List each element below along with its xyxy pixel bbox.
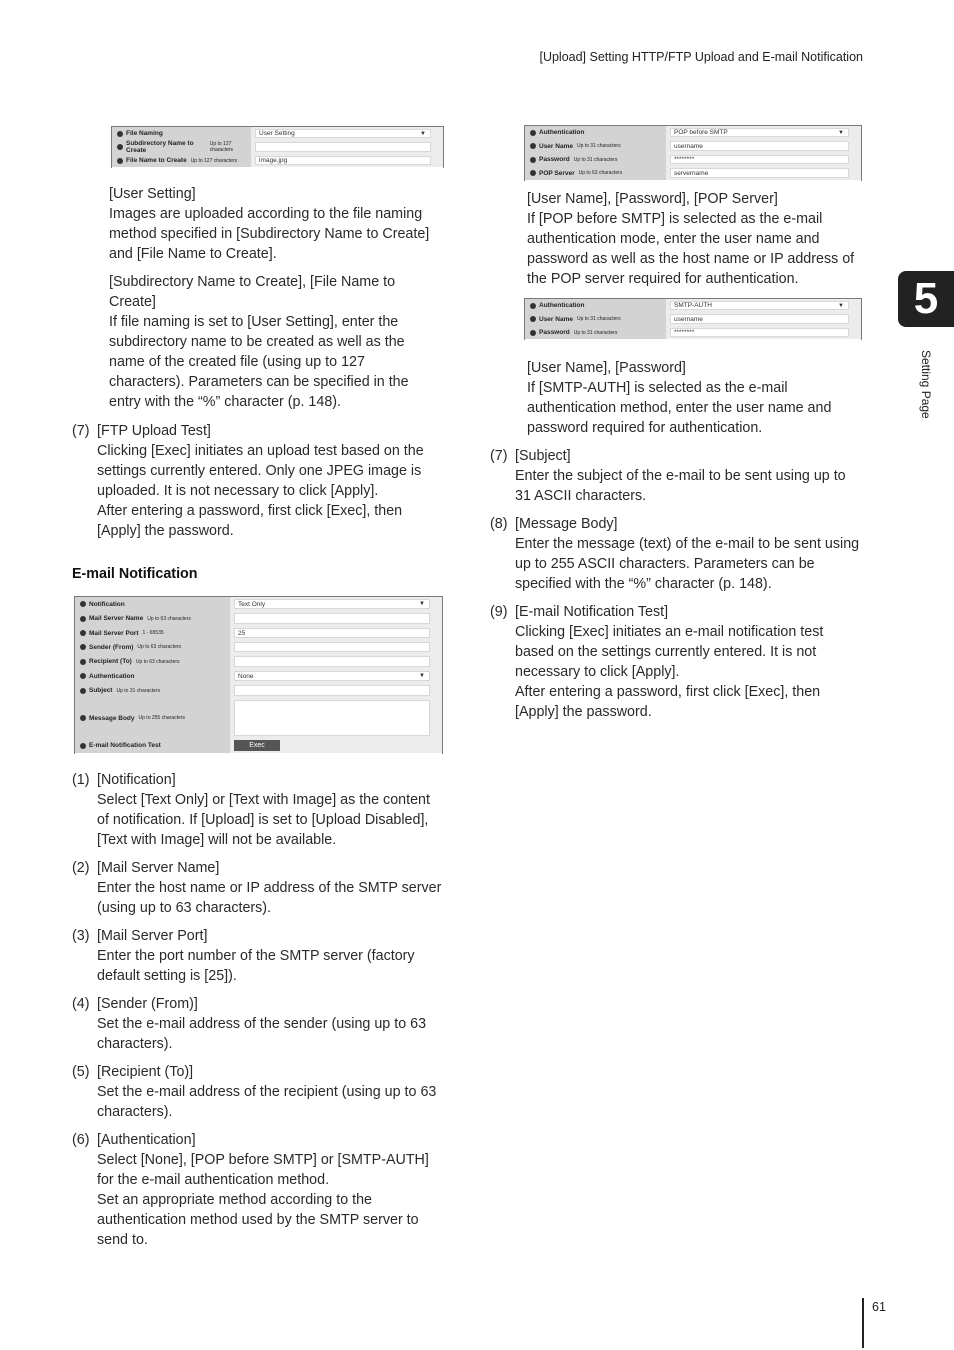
sender-from-input[interactable] [234, 642, 430, 652]
item-title: [Sender (From)] [97, 996, 198, 1012]
item-message-body [490, 514, 859, 594]
row-recipient-to [75, 654, 442, 670]
pop-paragraph [527, 189, 854, 289]
setting-value-area [666, 326, 861, 339]
setting-value-area [230, 738, 442, 753]
info-bullet-icon [530, 143, 536, 149]
row-authentication [525, 299, 861, 313]
smtp-auth-panel [524, 298, 862, 340]
file-naming-panel [111, 126, 444, 168]
setting-hint: Up to 255 characters [138, 715, 185, 721]
item-title: [Notification] [97, 772, 176, 788]
setting-value-area [251, 140, 443, 154]
chapter-side-label: Setting Page [919, 350, 933, 419]
info-bullet-icon [530, 170, 536, 176]
setting-value-area [230, 597, 442, 611]
field-value: ******** [674, 329, 695, 336]
text-line: password required for authentication. [527, 420, 763, 436]
field-value: username [674, 142, 703, 150]
item-mail-server-name [72, 858, 441, 918]
field-value: Text Only [238, 600, 266, 608]
text-line: characters). [97, 1036, 173, 1052]
item-title: [Mail Server Name] [97, 860, 220, 876]
setting-hint: Up to 127 characters [190, 157, 238, 164]
item-title: [FTP Upload Test] [97, 423, 211, 439]
item-number: (7) [490, 448, 508, 464]
field-value: User Setting [259, 130, 295, 137]
text-line: Set the e-mail address of the sender (using up to 63 [97, 1016, 427, 1032]
running-header: [Upload] Setting HTTP/FTP Upload and E-mail Notification [539, 50, 863, 64]
text-line: Create] [109, 294, 156, 310]
setting-hint: Up to 63 characters [137, 644, 182, 650]
item-sender-from [72, 994, 426, 1054]
text-line: If [SMTP-AUTH] is selected as the e-mail [527, 380, 788, 396]
info-bullet-icon [80, 630, 86, 636]
text-line: settings currently entered. Only one JPEG image is [97, 463, 422, 479]
item-title: [Subject] [515, 448, 571, 464]
setting-label [112, 127, 251, 140]
field-value: servername [674, 169, 709, 177]
setting-value-area [251, 127, 443, 140]
setting-label [75, 669, 230, 683]
field-value: username [674, 315, 703, 323]
setting-label [75, 654, 230, 669]
field-value: ******** [674, 156, 695, 163]
setting-name: User Name [539, 315, 573, 323]
item-authentication [72, 1130, 429, 1250]
chevron-down-icon: ▼ [838, 302, 844, 309]
field-value: None [238, 672, 254, 680]
text-line: entry with the “%” character (p. 148). [109, 394, 342, 410]
file-name-to-create-input[interactable] [255, 156, 431, 165]
setting-name: File Name to Create [126, 157, 187, 164]
setting-hint: Up to 31 characters [576, 316, 621, 322]
setting-value-area [230, 683, 442, 698]
info-bullet-icon [530, 316, 536, 322]
setting-value-area [230, 654, 442, 669]
text-line: subdirectory name to be created as well as the [109, 334, 405, 350]
setting-label [525, 153, 666, 166]
subject-input[interactable] [234, 685, 430, 696]
setting-name: Recipient (To) [89, 658, 132, 665]
info-bullet-icon [530, 130, 536, 136]
pop-before-smtp-panel [524, 125, 862, 181]
item-body [515, 534, 859, 594]
row-password [525, 326, 861, 340]
text-line: Images are uploaded according to the file naming [109, 206, 423, 222]
item-title: [Recipient (To)] [97, 1064, 194, 1080]
message-body-input[interactable] [234, 700, 430, 736]
setting-name: User Name [539, 142, 573, 150]
setting-hint: 1 - 65535 [142, 630, 164, 636]
text-line: default setting is [25]). [97, 968, 237, 984]
authentication-select[interactable] [670, 301, 849, 310]
text-line: Select [Text Only] or [Text with Image] as the content [97, 792, 430, 808]
setting-hint: Up to 127 characters [209, 141, 234, 153]
setting-hint: Up to 31 characters [573, 156, 618, 163]
chevron-down-icon: ▼ [838, 129, 844, 136]
item-recipient-to [72, 1062, 436, 1122]
text-line: [Apply] the password. [515, 704, 652, 720]
setting-label [525, 299, 666, 312]
setting-hint: Up to 31 characters [573, 329, 618, 336]
row-authentication [525, 126, 861, 140]
setting-label [112, 154, 251, 167]
setting-value-area [230, 611, 442, 626]
setting-name: Sender (From) [89, 643, 134, 651]
item-e-mail-notification-test [490, 602, 823, 722]
info-bullet-icon [80, 616, 86, 622]
item-body [515, 622, 823, 722]
text-line: uploaded. It is not necessary to click [Apply]. [97, 483, 379, 499]
page-number: 61 [872, 1300, 886, 1314]
row-user-name [525, 139, 861, 154]
info-bullet-icon [117, 144, 123, 150]
setting-label [75, 698, 230, 738]
info-bullet-icon [530, 303, 536, 309]
setting-label [525, 312, 666, 326]
info-bullet-icon [530, 157, 536, 163]
info-bullet-icon [530, 330, 536, 336]
password-input[interactable] [670, 328, 849, 337]
item-title: [Message Body] [515, 516, 618, 532]
text-line: send to. [97, 1232, 148, 1248]
recipient-to-input[interactable] [234, 656, 430, 667]
setting-name: Mail Server Name [89, 615, 144, 622]
row-user-name [525, 312, 861, 327]
setting-hint: Up to 63 characters [578, 170, 623, 176]
pop-server-input[interactable] [670, 168, 849, 178]
info-bullet-icon [80, 673, 86, 679]
text-line: Enter the port number of the SMTP server (factory [97, 948, 415, 964]
text-line: Enter the message (text) of the e-mail to be sent using [515, 536, 860, 552]
authentication-select[interactable] [670, 128, 849, 137]
field-value: 25 [238, 629, 246, 637]
setting-name: Authentication [89, 672, 135, 680]
text-line: Enter the subject of the e-mail to be sent using up to [515, 468, 846, 484]
setting-value-area [230, 669, 442, 683]
setting-label [525, 126, 666, 139]
text-line: specified with the “%” character (p. 148). [515, 576, 772, 592]
smtp-paragraph [527, 358, 831, 438]
item-title: [E-mail Notification Test] [515, 604, 669, 620]
setting-label [75, 640, 230, 654]
item-number: (9) [490, 604, 508, 620]
item-subject [490, 446, 846, 506]
field-value: SMTP-AUTH [674, 302, 712, 309]
text-line: the POP server required for authentication. [527, 271, 799, 287]
row-subdirectory-name-to-create [112, 140, 443, 155]
text-line: [User Name], [Password], [POP Server] [527, 191, 778, 207]
text-line: If file naming is set to [User Setting], enter the [109, 314, 399, 330]
setting-name: Authentication [539, 302, 585, 309]
chevron-down-icon: ▼ [420, 130, 426, 137]
setting-name: Mail Server Port [89, 629, 139, 637]
text-line: After entering a password, first click [Exec], then [97, 503, 403, 519]
text-line: authentication method used by the SMTP server to [97, 1212, 419, 1228]
email-notification-panel [74, 596, 443, 754]
mail-server-name-input[interactable] [234, 613, 430, 624]
password-input[interactable] [670, 155, 849, 164]
info-bullet-icon [80, 688, 86, 694]
setting-value-area [666, 312, 861, 326]
setting-value-area [666, 166, 861, 180]
item-number: (8) [490, 516, 508, 532]
user-setting-paragraph [109, 184, 429, 264]
item-number: (1) [72, 772, 90, 788]
row-mail-server-port [75, 626, 442, 641]
item-body [515, 466, 846, 506]
item-number: (4) [72, 996, 90, 1012]
text-line: necessary to click [Apply]. [515, 664, 680, 680]
setting-value-area [666, 299, 861, 312]
chevron-down-icon: ▼ [419, 601, 425, 607]
text-line: [User Setting] [109, 186, 196, 202]
setting-label [75, 738, 230, 753]
row-pop-server [525, 166, 861, 181]
setting-value-area [251, 154, 443, 167]
notification-select[interactable] [234, 599, 430, 609]
setting-value-area [666, 153, 861, 166]
text-line: of notification. If [Upload] is set to [Upload Disabled], [97, 812, 429, 828]
text-line: authentication mode, enter the user name and [527, 231, 820, 247]
info-bullet-icon [80, 715, 86, 721]
setting-label [525, 139, 666, 153]
text-line: 31 ASCII characters. [515, 488, 647, 504]
item-number: (5) [72, 1064, 90, 1080]
text-line: based on the settings currently entered. It is not [515, 644, 817, 660]
user-name-input[interactable] [670, 141, 849, 151]
setting-label [525, 326, 666, 339]
text-line: method specified in [Subdirectory Name to Create] [109, 226, 430, 242]
text-line: Enter the host name or IP address of the SMTP server [97, 880, 442, 896]
text-line: Set an appropriate method according to the [97, 1192, 372, 1208]
text-line: Clicking [Exec] initiates an upload test based on the [97, 443, 424, 459]
setting-name: Authentication [539, 129, 585, 136]
subdirectory-name-to-create-input[interactable] [255, 142, 431, 152]
item-number: (7) [72, 423, 90, 439]
exec-button[interactable]: Exec [234, 740, 280, 751]
text-line: [Apply] the password. [97, 523, 234, 539]
ftp-upload-test-item [72, 421, 452, 541]
subdir-file-paragraph [109, 272, 409, 412]
text-line: Clicking [Exec] initiates an e-mail notification test [515, 624, 824, 640]
row-message-body [75, 698, 442, 739]
row-password [525, 153, 861, 167]
item-number: (3) [72, 928, 90, 944]
text-line: (using up to 63 characters). [97, 900, 272, 916]
text-line: [Text with Image] will not be available. [97, 832, 337, 848]
text-line: name of the created file (using up to 127 [109, 354, 365, 370]
text-line: After entering a password, first click [Exec], then [515, 684, 821, 700]
setting-name: POP Server [539, 169, 575, 177]
text-line: and [File Name to Create]. [109, 246, 277, 262]
item-title: [Mail Server Port] [97, 928, 208, 944]
chapter-tab: 5 [898, 271, 954, 327]
setting-label [75, 611, 230, 626]
setting-label [112, 140, 251, 154]
setting-name: File Naming [126, 130, 163, 137]
item-number: (6) [72, 1132, 90, 1148]
setting-value-area [230, 626, 442, 640]
setting-value-area [666, 126, 861, 139]
row-mail-server-name [75, 611, 442, 627]
text-line: [User Name], [Password] [527, 360, 686, 376]
setting-name: Password [539, 156, 570, 163]
item-body [97, 790, 430, 850]
setting-name: Message Body [89, 714, 135, 722]
info-bullet-icon [80, 743, 86, 749]
setting-hint: Up to 63 characters [135, 658, 180, 665]
file-naming-select[interactable] [255, 129, 431, 138]
row-notification [75, 597, 442, 612]
info-bullet-icon [117, 158, 123, 164]
email-notification-heading: E-mail Notification [72, 566, 198, 582]
text-line: If [POP before SMTP] is selected as the e-mail [527, 211, 823, 227]
row-e-mail-notification-test [75, 738, 442, 754]
setting-value-area [666, 139, 861, 153]
setting-label [525, 166, 666, 180]
row-file-name-to-create [112, 154, 443, 168]
chevron-down-icon: ▼ [419, 673, 425, 679]
setting-name: E-mail Notification Test [89, 742, 161, 749]
setting-value-area [230, 640, 442, 654]
field-value: image.jpg [259, 157, 288, 164]
text-line: Set the e-mail address of the recipient (using up to 63 [97, 1084, 437, 1100]
setting-name: Subdirectory Name to Create [126, 140, 194, 154]
setting-name: Password [539, 329, 570, 336]
text-line: authentication method, enter the user name and [527, 400, 832, 416]
item-body [97, 1014, 426, 1054]
info-bullet-icon [80, 601, 86, 607]
item-body [97, 1150, 429, 1250]
text-line: Select [None], [POP before SMTP] or [SMTP-AUTH] [97, 1152, 429, 1168]
item-body [97, 878, 441, 918]
setting-hint: Up to 63 characters [147, 615, 191, 622]
item-body [97, 946, 415, 986]
item-number: (2) [72, 860, 90, 876]
user-name-input[interactable] [670, 314, 849, 324]
setting-name: Notification [89, 600, 125, 608]
setting-hint: Up to 31 characters [116, 687, 161, 694]
text-line: [Subdirectory Name to Create], [File Name to [109, 274, 396, 290]
setting-name: Subject [89, 687, 113, 694]
setting-label [75, 683, 230, 698]
info-bullet-icon [117, 131, 123, 137]
text-line: up to 255 ASCII characters. Parameters can be [515, 556, 815, 572]
info-bullet-icon [80, 644, 86, 650]
field-value: POP before SMTP [674, 129, 728, 136]
text-line: for the e-mail authentication method. [97, 1172, 330, 1188]
item-mail-server-port [72, 926, 415, 986]
item-body [97, 1082, 436, 1122]
authentication-select[interactable] [234, 671, 430, 681]
text-line: password as well as the host name or IP address of [527, 251, 855, 267]
text-line: characters). [97, 1104, 173, 1120]
setting-hint: Up to 31 characters [576, 143, 621, 149]
setting-label [75, 626, 230, 640]
page-number-divider [862, 1298, 864, 1348]
item-body [97, 441, 452, 541]
text-line: characters). Parameters can be specified in the [109, 374, 409, 390]
row-file-naming [112, 127, 443, 141]
mail-server-port-input[interactable] [234, 628, 430, 638]
row-authentication [75, 669, 442, 684]
item-notification [72, 770, 430, 850]
info-bullet-icon [80, 659, 86, 665]
item-title: [Authentication] [97, 1132, 196, 1148]
row-subject [75, 683, 442, 699]
row-sender-from [75, 640, 442, 655]
setting-value-area [230, 698, 442, 738]
setting-label [75, 597, 230, 611]
